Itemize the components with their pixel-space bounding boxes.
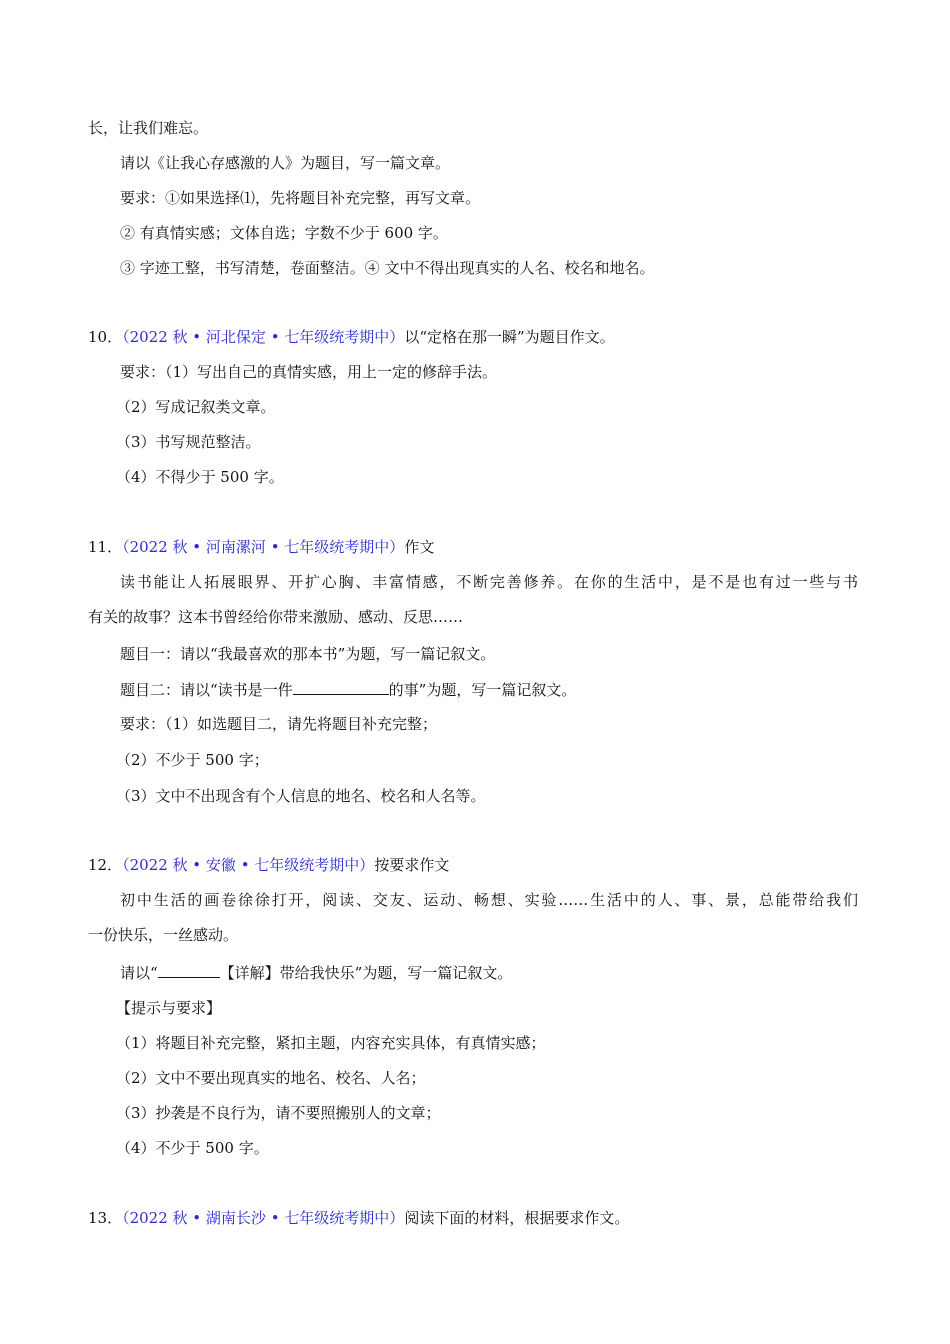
question-number: 12． bbox=[88, 856, 123, 874]
requirement-line: （2）文中不要出现真实的地名、校名、人名； bbox=[116, 1069, 426, 1087]
paragraph-line: 读书能让人拓展眼界、开扩心胸、丰富情感，不断完善修养。在你的生活中，是不是也有过一些与书 bbox=[120, 573, 858, 591]
requirement-line: （3）抄袭是不良行为，请不要照搬别人的文章； bbox=[116, 1104, 441, 1122]
paragraph-line: 请以《让我心存感激的人》为题目，写一篇文章。 bbox=[120, 154, 451, 172]
requirement-line: ② 有真情实感；文体自选；字数不少于 600 字。 bbox=[120, 224, 448, 242]
question-prompt: 作文 bbox=[404, 538, 435, 556]
paragraph-line: 初中生活的画卷徐徐打开，阅读、交友、运动、畅想、实验……生活中的人、事、景，总能带给我们 bbox=[120, 891, 858, 909]
question-source: （2022 秋 • 河南漯河 • 七年级统考期中） bbox=[122, 538, 405, 556]
topic-text: 的事”为题，写一篇记叙文。 bbox=[388, 681, 577, 699]
requirement-line: （4）不少于 500 字。 bbox=[116, 1139, 269, 1157]
topic-line bbox=[120, 679, 900, 700]
requirement-line: （2）写成记叙类文章。 bbox=[116, 398, 276, 416]
question-13-heading bbox=[88, 1208, 868, 1228]
question-number: 10． bbox=[88, 328, 123, 346]
topic-text: 题目二：请以“读书是一件 bbox=[120, 681, 293, 699]
requirement-line: ③ 字迹工整，书写清楚，卷面整洁。④ 文中不得出现真实的人名、校名和地名。 bbox=[120, 259, 655, 277]
requirement-line: （3）书写规范整洁。 bbox=[116, 433, 261, 451]
paragraph-line: 一份快乐，一丝感动。 bbox=[88, 926, 239, 944]
requirement-line: （3）文中不出现含有个人信息的地名、校名和人名等。 bbox=[116, 787, 486, 805]
topic-line: 题目一：请以“我最喜欢的那本书”为题，写一篇记叙文。 bbox=[120, 645, 496, 663]
requirement-line: 要求：①如果选择⑴，先将题目补充完整，再写文章。 bbox=[120, 189, 481, 207]
question-prompt: 阅读下面的材料，根据要求作文。 bbox=[404, 1209, 630, 1227]
question-prompt: 以“定格在那一瞬”为题目作文。 bbox=[404, 328, 615, 346]
hint-heading: 【提示与要求】 bbox=[116, 999, 222, 1017]
fill-in-blank bbox=[293, 679, 389, 695]
question-number: 11． bbox=[88, 538, 123, 556]
topic-text: 【详解】带给我快乐”为题，写一篇记叙文。 bbox=[219, 964, 513, 982]
requirement-line: （4）不得少于 500 字。 bbox=[116, 468, 284, 486]
question-12-heading bbox=[88, 855, 868, 875]
requirement-line: （2）不少于 500 字； bbox=[116, 751, 269, 769]
topic-line bbox=[120, 962, 900, 983]
question-10-heading bbox=[88, 327, 868, 347]
topic-text: 请以“ bbox=[120, 964, 158, 982]
question-source: （2022 秋 • 湖南长沙 • 七年级统考期中） bbox=[122, 1209, 405, 1227]
question-number: 13． bbox=[88, 1209, 123, 1227]
question-11-heading bbox=[88, 537, 868, 557]
paragraph-line: 长，让我们难忘。 bbox=[88, 119, 209, 137]
requirement-line: 要求：（1）如选题目二，请先将题目补充完整； bbox=[120, 715, 438, 733]
question-source: （2022 秋 • 安徽 • 七年级统考期中） bbox=[122, 856, 375, 874]
question-prompt: 按要求作文 bbox=[374, 856, 450, 874]
question-source: （2022 秋 • 河北保定 • 七年级统考期中） bbox=[122, 328, 405, 346]
requirement-line: （1）将题目补充完整，紧扣主题，内容充实具体，有真情实感； bbox=[116, 1034, 546, 1052]
fill-in-blank bbox=[158, 962, 220, 978]
paragraph-line: 有关的故事？这本书曾经给你带来激励、感动、反思…… bbox=[88, 608, 464, 626]
requirement-line: 要求：（1）写出自己的真情实感，用上一定的修辞手法。 bbox=[120, 363, 498, 381]
